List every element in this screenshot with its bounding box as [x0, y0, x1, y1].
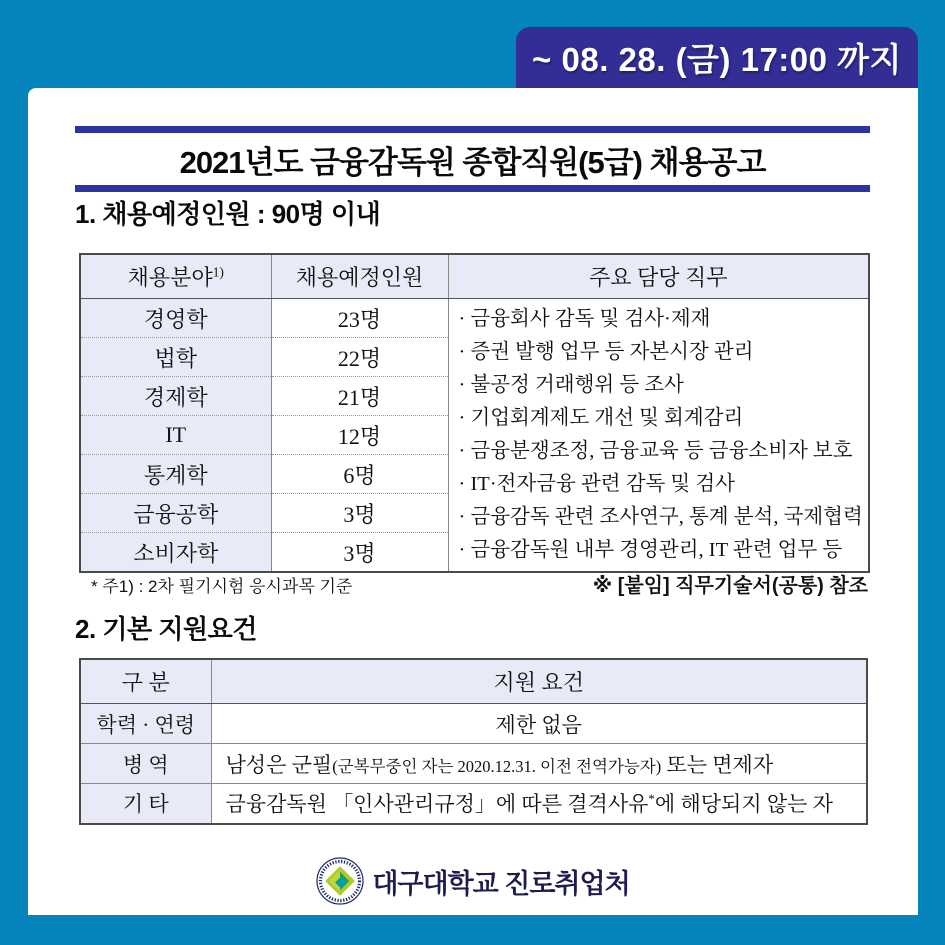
duty-item: · IT·전자금융 관련 감독 및 검사 [458, 473, 735, 495]
category-cell: 병 역 [80, 744, 211, 784]
duty-item: · 기업회계제도 개선 및 회계감리 [458, 407, 744, 429]
duties-cell [448, 299, 869, 573]
military-tail: 또는 면제자 [661, 752, 774, 777]
col-header-category: 구 분 [80, 659, 211, 704]
table-row [80, 299, 869, 338]
title-rule-bottom [75, 185, 870, 192]
col-header-count: 채용예정인원 [271, 254, 448, 299]
count-cell: 23명 [271, 299, 448, 338]
field-cell: 통계학 [80, 455, 271, 494]
count-cell: 22명 [271, 338, 448, 377]
requirement-cell [211, 784, 867, 824]
military-main: 남성은 군필 [225, 752, 333, 777]
col-header-requirement: 지원 요건 [211, 659, 867, 704]
footnote-basis: * 주1) : 2차 필기시험 응시과목 기준 [91, 577, 353, 596]
etc-post: 에 해당되지 않는 자 [654, 792, 833, 817]
table-header-row [80, 254, 869, 299]
count-cell: 6명 [271, 455, 448, 494]
count-cell: 3명 [271, 494, 448, 533]
count-cell: 3명 [271, 533, 448, 572]
table-row [80, 704, 867, 744]
duty-item: · 증권 발행 업무 등 자본시장 관리 [458, 341, 754, 363]
footer [28, 856, 918, 906]
requirement-cell [211, 744, 867, 784]
duty-item: · 금융감독원 내부 경영관리, IT 관련 업무 등 [458, 539, 843, 561]
field-cell: 법학 [80, 338, 271, 377]
field-cell: 경제학 [80, 377, 271, 416]
table-row [80, 744, 867, 784]
col-header-field [80, 254, 271, 299]
duty-item: · 금융감독 관련 조사연구, 통계 분석, 국제협력 [458, 506, 863, 528]
table-row [80, 784, 867, 824]
field-cell: 금융공학 [80, 494, 271, 533]
count-cell: 12명 [271, 416, 448, 455]
duty-item: · 금융회사 감독 및 검사·제재 [458, 308, 711, 330]
count-cell: 21명 [271, 377, 448, 416]
etc-pre: 금융감독원 「인사관리규정」에 따른 결격사유 [225, 792, 649, 817]
field-cell: IT [80, 416, 271, 455]
footnote-marker: 1) [212, 264, 224, 280]
category-cell: 기 타 [80, 784, 211, 824]
requirement-cell: 제한 없음 [211, 704, 867, 744]
content-panel [28, 88, 918, 915]
category-cell: 학력 · 연령 [80, 704, 211, 744]
deadline-text: ~ 08. 28. (금) 17:00 까지 [532, 41, 902, 78]
deadline-banner [516, 27, 918, 88]
col-header-duties: 주요 담당 직무 [448, 254, 869, 299]
title-block [75, 126, 870, 192]
organization-name: 대구대학교 진로취업처 [372, 868, 630, 899]
recruitment-table [79, 253, 870, 573]
duty-item: · 금융분쟁조정, 금융교육 등 금융소비자 보호 [458, 440, 853, 462]
field-cell: 소비자학 [80, 533, 271, 572]
university-seal-icon [316, 857, 364, 905]
duty-item: · 불공정 거래행위 등 조사 [458, 374, 684, 396]
asterisk-marker: * [648, 791, 655, 807]
col-header-field-label: 채용분야 [127, 265, 213, 290]
table-header-row [80, 659, 867, 704]
footnote-attachment: ※ [붙임] 직무기술서(공통) 참조 [592, 575, 868, 597]
section2-heading: 2. 기본 지원요건 [75, 614, 257, 644]
title-rule-top [75, 126, 870, 133]
page-title: 2021년도 금융감독원 종합직원(5급) 채용공고 [179, 145, 766, 180]
footnotes [79, 569, 868, 598]
field-cell: 경영학 [80, 299, 271, 338]
requirements-table [79, 658, 868, 825]
military-paren: (군복무중인 자는 2020.12.31. 이전 전역가능자) [332, 756, 662, 776]
section1-heading: 1. 채용예정인원 : 90명 이내 [75, 199, 381, 229]
